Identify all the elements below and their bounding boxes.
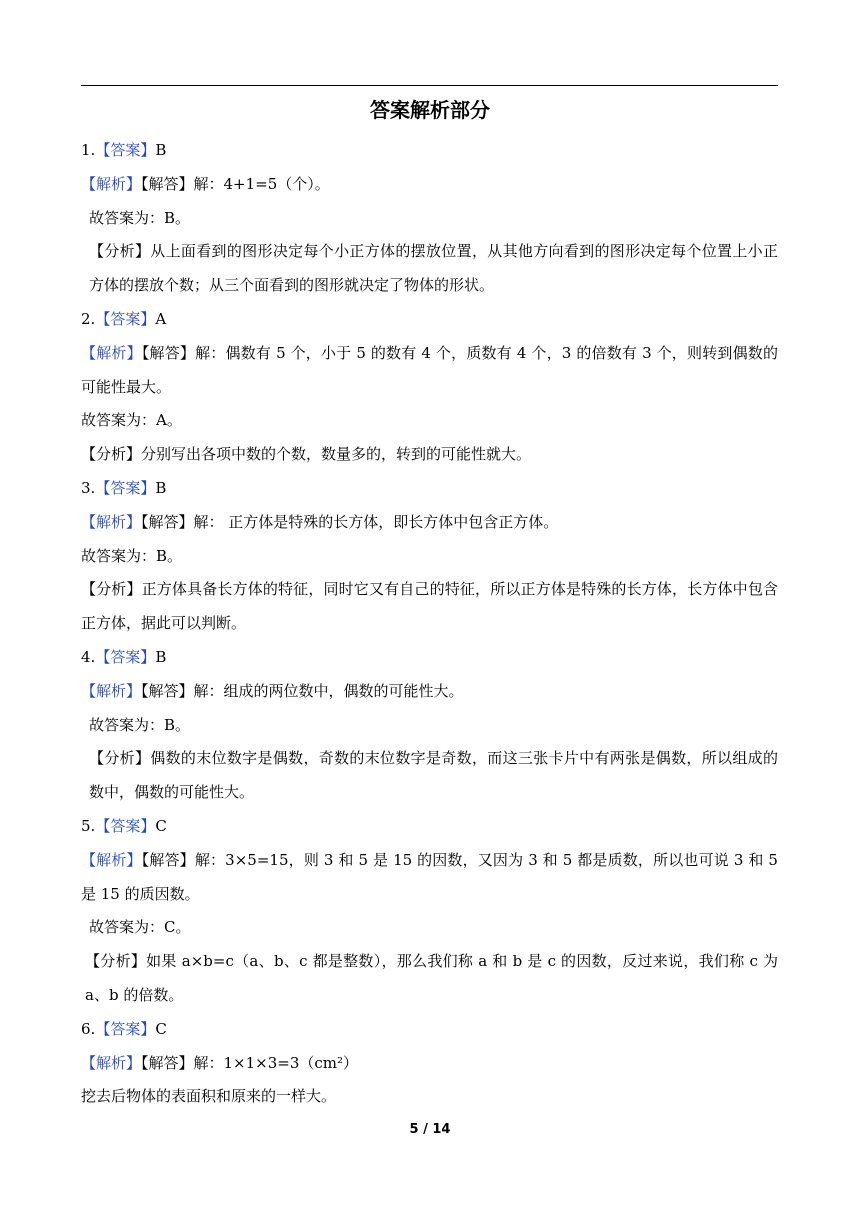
solution-paragraph-5 [81, 844, 778, 912]
answer-line-1 [81, 134, 778, 168]
header-rule [81, 85, 778, 86]
analysis-tag: 【解析】 [81, 850, 142, 869]
analysis-tag: 【解析】 [81, 343, 142, 362]
solution-text: 【解答】解：组成的两位数中，偶数的可能性大。 [141, 681, 464, 700]
answer-tag: 【答案】 [95, 141, 156, 159]
solution-line-3 [81, 506, 778, 540]
item-number: 5. [81, 816, 96, 835]
item-number: 4. [81, 647, 96, 666]
analysis-tag: 【解析】 [81, 681, 142, 700]
analysis-tag: 【解析】 [81, 174, 142, 193]
analysis-paragraph-4: 【分析】偶数的末位数字是偶数，奇数的末位数字是奇数，而这三张卡片中有两张是偶数，所以组成的数中，偶数的可能性大。 [89, 749, 778, 802]
answer-value: A [155, 309, 167, 328]
conclusion-line-2: 故答案为：A。 [81, 411, 182, 430]
solution-line-4 [81, 675, 778, 709]
answer-value: B [155, 478, 167, 497]
page-title: 答案解析部分 [370, 98, 490, 122]
solution-line-6 [81, 1047, 778, 1081]
analysis-tag: 【解析】 [81, 1053, 142, 1072]
answer-line-6 [81, 1013, 778, 1047]
solution-text: 【解答】解：偶数有 5 个，小于 5 的数有 4 个，质数有 4 个，3 的倍数有 3 个，则转到偶数的可能性最大。 [81, 343, 778, 396]
solution-text: 【解答】解： 正方体是特殊的长方体，即长方体中包含正方体。 [141, 512, 559, 531]
answer-value: B [155, 647, 167, 666]
answer-list [81, 134, 778, 1114]
conclusion-line-1: 故答案为：B。 [89, 208, 191, 227]
analysis-tag: 【解析】 [81, 512, 142, 531]
answer-value: B [155, 141, 167, 159]
analysis-paragraph-5: 【分析】如果 a×b=c（a、b、c 都是整数），那么我们称 a 和 b 是 c 的因数，反过来说，我们称 c 为 a、b 的倍数。 [85, 952, 778, 1004]
solution-paragraph-2 [81, 337, 778, 405]
analysis-paragraph-1: 【分析】从上面看到的图形决定每个小正方体的摆放位置，从其他方向看到的图形决定每个位置上小正方体的摆放个数；从三个面看到的图形就决定了物体的形状。 [89, 242, 778, 295]
item-number: 2. [81, 309, 96, 328]
item-number: 1. [81, 141, 96, 159]
answer-value: C [155, 1019, 167, 1038]
answer-tag: 【答案】 [95, 816, 156, 835]
answer-line-2 [81, 303, 778, 337]
answer-tag: 【答案】 [95, 478, 156, 497]
answer-line-4 [81, 641, 778, 675]
answer-line-5 [81, 810, 778, 844]
page-number: 5 / 14 [409, 1122, 451, 1137]
solution-line-1 [81, 168, 778, 202]
answer-value: C [155, 816, 167, 835]
analysis-line-2: 【分析】分别写出各项中数的个数，数量多的，转到的可能性就大。 [81, 445, 532, 464]
answer-line-3 [81, 472, 778, 506]
answer-tag: 【答案】 [95, 647, 156, 666]
item-number: 6. [81, 1019, 96, 1038]
conclusion-line-4: 故答案为：B。 [89, 715, 191, 734]
answer-tag: 【答案】 [95, 1019, 156, 1038]
conclusion-line-3: 故答案为：B。 [81, 546, 183, 565]
answer-tag: 【答案】 [95, 309, 156, 328]
conclusion-line-5: 故答案为：C。 [89, 918, 191, 937]
item-number: 3. [81, 478, 96, 497]
solution-text: 【解答】解：4+1=5（个）。 [141, 174, 330, 193]
extra-line-6: 挖去后物体的表面积和原来的一样大。 [81, 1087, 337, 1106]
solution-text: 【解答】解：1×1×3=3（cm²） [141, 1053, 359, 1072]
analysis-paragraph-3: 【分析】正方体具备长方体的特征，同时它又有自己的特征，所以正方体是特殊的长方体，长方体中包含正方体，据此可以判断。 [81, 580, 778, 633]
solution-text: 【解答】解：3×5=15，则 3 和 5 是 15 的因数，又因为 3 和 5 都是质数，所以也可说 3 和 5 是 15 的质因数。 [81, 850, 778, 903]
